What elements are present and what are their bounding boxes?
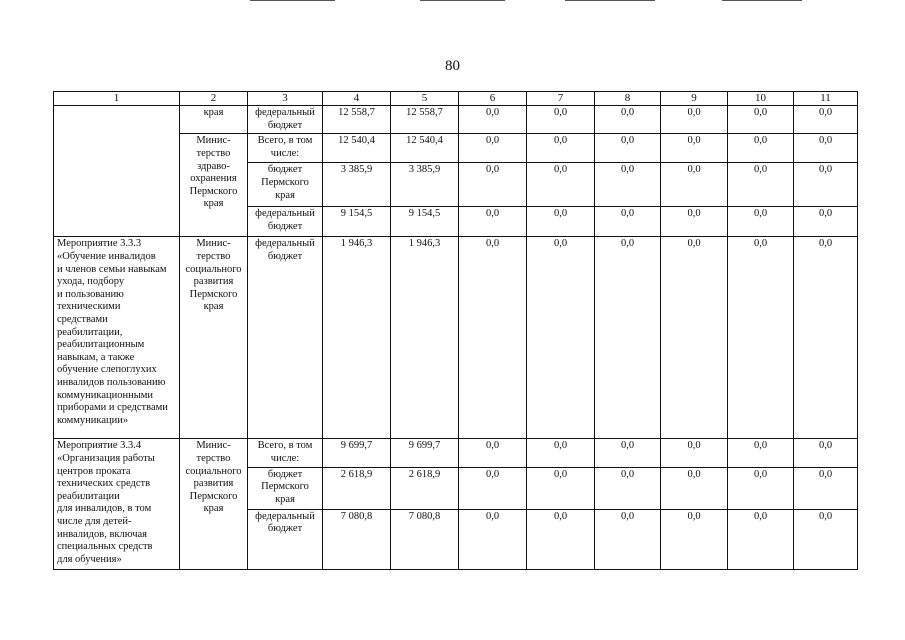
value-cell: 0,0	[794, 106, 858, 134]
funding-source-cell: федеральный бюджет	[248, 106, 323, 134]
page-number: 80	[445, 58, 460, 74]
table-row	[54, 106, 858, 134]
value-cell: 1 946,3	[391, 237, 459, 439]
value-cell: 0,0	[595, 207, 661, 237]
value-cell: 12 558,7	[391, 106, 459, 134]
value-cell: 0,0	[527, 207, 595, 237]
value-cell: 0,0	[794, 237, 858, 439]
value-cell: 12 540,4	[391, 134, 459, 163]
event-name-cell: Мероприятие 3.3.4 «Организация работы центров проката технических средств реабилитации для инвалидов, в том числе для детей- инвалидов, включая специальных средств для обучения»	[54, 439, 180, 569]
value-cell: 7 080,8	[323, 509, 391, 569]
value-cell: 0,0	[459, 439, 527, 467]
value-cell: 9 699,7	[391, 439, 459, 467]
value-cell: 0,0	[459, 467, 527, 509]
value-cell: 0,0	[728, 163, 794, 207]
executor-cell: края	[180, 106, 248, 134]
value-cell: 0,0	[661, 163, 728, 207]
funding-source-cell: федеральный бюджет	[248, 509, 323, 569]
budget-table	[53, 91, 858, 570]
scan-top-line	[250, 0, 335, 1]
header-cell: 11	[794, 92, 858, 106]
value-cell: 0,0	[661, 134, 728, 163]
header-cell: 3	[248, 92, 323, 106]
scan-top-line	[722, 0, 802, 1]
value-cell: 0,0	[459, 237, 527, 439]
funding-source-cell: федеральный бюджет	[248, 207, 323, 237]
value-cell: 0,0	[728, 509, 794, 569]
value-cell: 0,0	[794, 439, 858, 467]
value-cell: 0,0	[527, 439, 595, 467]
value-cell: 0,0	[527, 163, 595, 207]
value-cell: 0,0	[595, 439, 661, 467]
value-cell: 3 385,9	[391, 163, 459, 207]
event-name-cell: Мероприятие 3.3.3 «Обучение инвалидов и членов семьи навыкам ухода, подбору и пользованию техническими средствами реабилитации, реабилитационным навыкам, а также обучение слепоглухих инвалидов пользованию коммуникационными приборами и средствами коммуникации»	[54, 237, 180, 439]
executor-cell: Минис- терство социального развития Пермского края	[180, 237, 248, 439]
scan-top-line	[565, 0, 655, 1]
header-cell: 6	[459, 92, 527, 106]
value-cell: 9 154,5	[391, 207, 459, 237]
value-cell: 0,0	[459, 134, 527, 163]
value-cell: 0,0	[527, 467, 595, 509]
value-cell: 0,0	[728, 467, 794, 509]
value-cell: 0,0	[459, 509, 527, 569]
value-cell: 0,0	[595, 134, 661, 163]
value-cell: 12 540,4	[323, 134, 391, 163]
funding-source-cell: бюджет Пермского края	[248, 467, 323, 509]
value-cell: 0,0	[459, 207, 527, 237]
value-cell: 1 946,3	[323, 237, 391, 439]
value-cell: 0,0	[794, 509, 858, 569]
value-cell: 0,0	[728, 106, 794, 134]
value-cell: 0,0	[459, 106, 527, 134]
value-cell: 0,0	[595, 106, 661, 134]
scan-top-line	[420, 0, 505, 1]
value-cell: 0,0	[595, 467, 661, 509]
table-row	[54, 439, 858, 467]
value-cell: 0,0	[459, 163, 527, 207]
value-cell: 0,0	[661, 467, 728, 509]
value-cell: 9 699,7	[323, 439, 391, 467]
value-cell: 0,0	[661, 439, 728, 467]
value-cell: 0,0	[527, 509, 595, 569]
header-cell: 10	[728, 92, 794, 106]
table-row	[54, 237, 858, 439]
header-cell: 8	[595, 92, 661, 106]
header-cell: 2	[180, 92, 248, 106]
value-cell: 0,0	[595, 237, 661, 439]
value-cell: 0,0	[527, 134, 595, 163]
executor-cell: Минис- терство социального развития Пермского края	[180, 439, 248, 569]
value-cell: 0,0	[595, 163, 661, 207]
header-cell: 7	[527, 92, 595, 106]
header-cell: 9	[661, 92, 728, 106]
funding-source-cell: бюджет Пермского края	[248, 163, 323, 207]
funding-source-cell: федеральный бюджет	[248, 237, 323, 439]
value-cell: 0,0	[661, 106, 728, 134]
value-cell: 12 558,7	[323, 106, 391, 134]
value-cell: 0,0	[794, 163, 858, 207]
value-cell: 0,0	[527, 237, 595, 439]
value-cell: 2 618,9	[323, 467, 391, 509]
value-cell: 0,0	[728, 207, 794, 237]
header-cell: 1	[54, 92, 180, 106]
value-cell: 0,0	[728, 439, 794, 467]
header-cell: 4	[323, 92, 391, 106]
value-cell: 9 154,5	[323, 207, 391, 237]
executor-cell: Минис- терство здраво- охранения Пермского края	[180, 134, 248, 237]
value-cell: 0,0	[661, 509, 728, 569]
value-cell: 0,0	[794, 467, 858, 509]
value-cell: 0,0	[794, 207, 858, 237]
value-cell: 0,0	[794, 134, 858, 163]
value-cell: 0,0	[527, 106, 595, 134]
value-cell: 0,0	[728, 134, 794, 163]
value-cell: 0,0	[661, 237, 728, 439]
value-cell: 7 080,8	[391, 509, 459, 569]
value-cell: 0,0	[728, 237, 794, 439]
funding-source-cell: Всего, в том числе:	[248, 134, 323, 163]
header-row	[54, 92, 858, 106]
value-cell: 2 618,9	[391, 467, 459, 509]
value-cell: 0,0	[595, 509, 661, 569]
header-cell: 5	[391, 92, 459, 106]
event-cell-continued	[54, 106, 180, 237]
value-cell: 0,0	[661, 207, 728, 237]
funding-source-cell: Всего, в том числе:	[248, 439, 323, 467]
value-cell: 3 385,9	[323, 163, 391, 207]
